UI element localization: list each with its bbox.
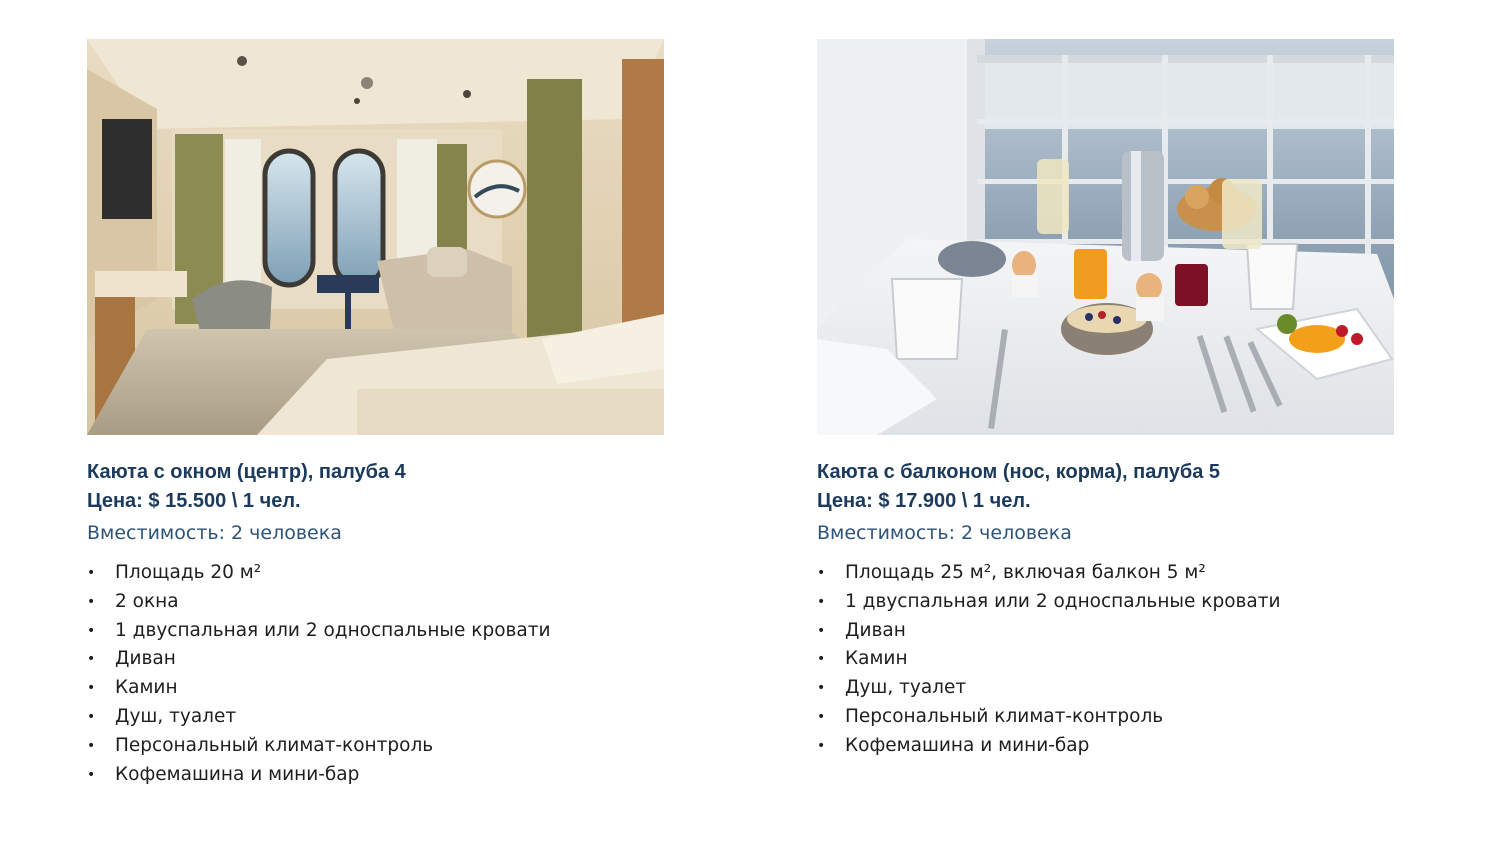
feature-text: Кофемашина и мини-бар — [845, 734, 1090, 756]
cabin-capacity: Вместимость: 2 человека — [817, 522, 1072, 544]
feature-text: 1 двуспальная или 2 односпальные кровати — [115, 619, 551, 641]
bullet-icon: • — [817, 651, 826, 668]
cabin-card-balcony — [817, 39, 1394, 761]
bullet-icon: • — [87, 565, 96, 581]
feature-item — [87, 674, 664, 703]
feature-text: Площадь 25 м², включая балкон 5 м² — [845, 562, 1206, 583]
bullet-icon: • — [817, 593, 826, 610]
feature-item — [817, 674, 1394, 703]
bullet-icon: • — [87, 708, 96, 725]
bullet-icon: • — [817, 565, 826, 581]
bullet-icon: • — [87, 766, 96, 783]
feature-text: Площадь 20 м² — [115, 562, 262, 583]
cabin-title: Каюта с окном (центр), палуба 4 — [87, 461, 406, 483]
cabin-price: Цена: $ 17.900 \ 1 чел. — [817, 490, 1031, 512]
feature-item — [87, 761, 664, 790]
feature-item — [87, 617, 664, 646]
feature-text: Камин — [845, 648, 908, 670]
cabin-card-window — [87, 39, 664, 789]
feature-text: Персональный климат-контроль — [115, 734, 434, 756]
feature-item — [817, 617, 1394, 646]
feature-text: Диван — [845, 619, 906, 641]
feature-item — [817, 732, 1394, 761]
feature-text: Камин — [115, 677, 178, 699]
feature-item — [817, 645, 1394, 674]
cabin-capacity: Вместимость: 2 человека — [87, 522, 342, 544]
bullet-icon: • — [87, 593, 96, 610]
feature-item — [87, 703, 664, 732]
feature-item — [817, 703, 1394, 732]
feature-text: 2 окна — [115, 590, 179, 612]
feature-text: Душ, туалет — [845, 677, 967, 699]
bullet-icon: • — [87, 622, 96, 639]
cabin-window-interior-photo — [87, 39, 664, 435]
bullet-icon: • — [817, 622, 826, 639]
bullet-icon: • — [817, 680, 826, 697]
feature-item — [87, 588, 664, 617]
bullet-icon: • — [87, 680, 96, 697]
feature-item — [817, 559, 1394, 588]
feature-item — [87, 732, 664, 761]
feature-text: Душ, туалет — [115, 705, 237, 727]
feature-item — [87, 559, 664, 588]
feature-text: 1 двуспальная или 2 односпальные кровати — [845, 590, 1281, 612]
feature-item — [87, 645, 664, 674]
feature-text: Диван — [115, 648, 176, 670]
feature-text: Персональный климат-контроль — [845, 705, 1164, 727]
feature-list — [87, 559, 664, 789]
bullet-icon: • — [87, 651, 96, 668]
feature-text: Кофемашина и мини-бар — [115, 763, 360, 785]
cabin-price: Цена: $ 15.500 \ 1 чел. — [87, 490, 301, 512]
balcony-breakfast-sea-view-photo — [817, 39, 1394, 435]
feature-item — [817, 588, 1394, 617]
feature-list — [817, 559, 1394, 761]
cabin-title: Каюта с балконом (нос, корма), палуба 5 — [817, 461, 1221, 483]
bullet-icon: • — [817, 737, 826, 754]
bullet-icon: • — [817, 708, 826, 725]
bullet-icon: • — [87, 737, 96, 754]
